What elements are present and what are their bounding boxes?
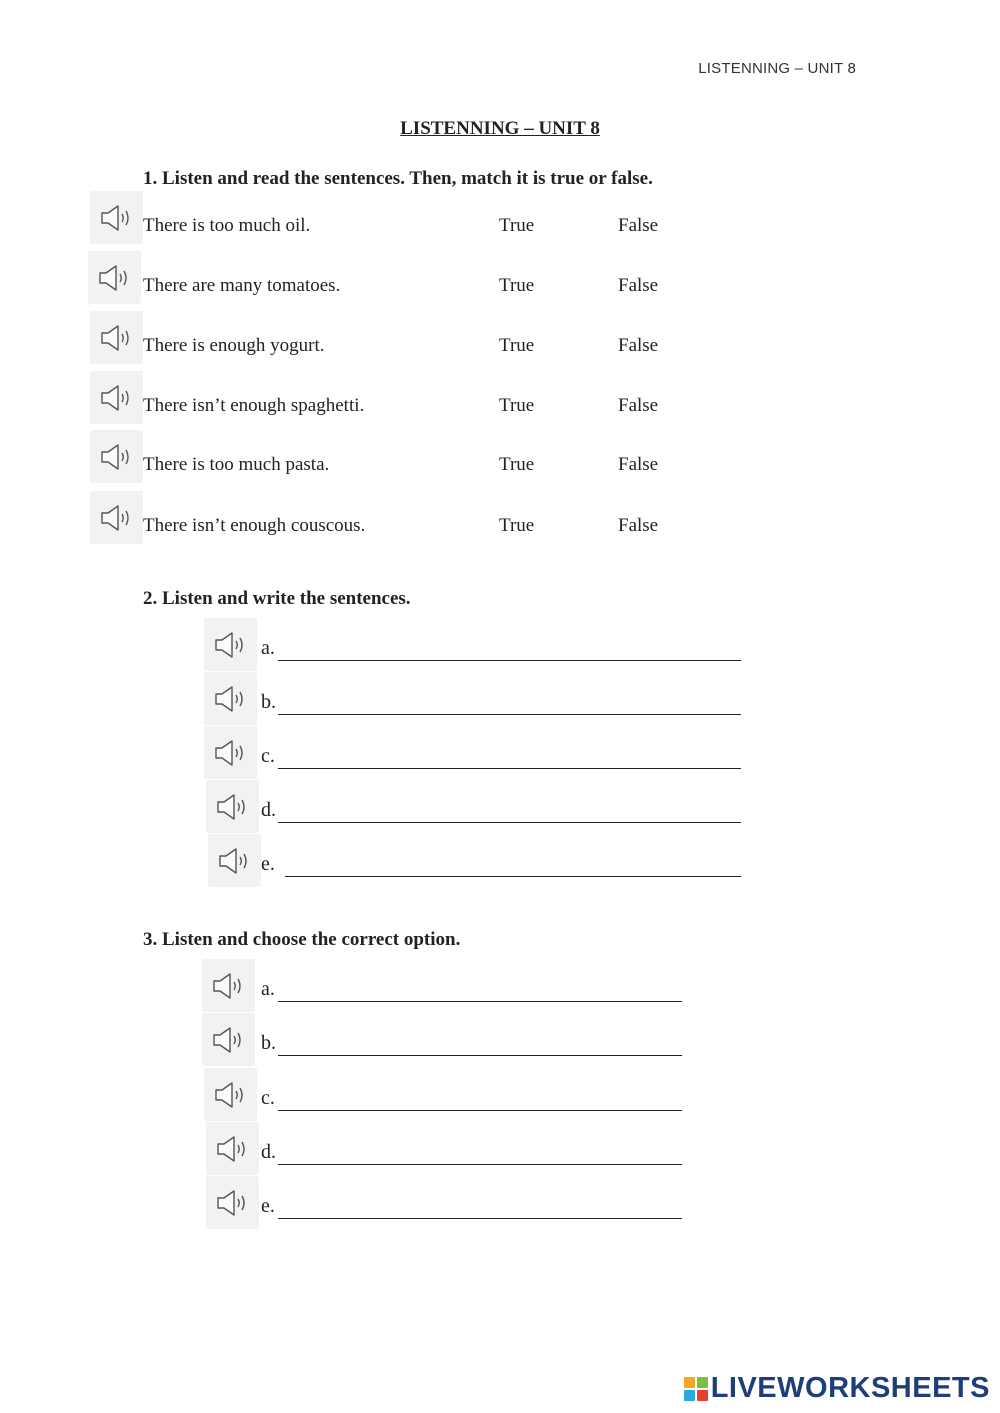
answer-input[interactable]: [278, 1084, 682, 1111]
tf-sentence: There isn’t enough couscous.: [143, 515, 366, 536]
tf-row: [143, 215, 743, 245]
answer-speaker-button[interactable]: [204, 672, 257, 725]
tf-speaker-button[interactable]: [90, 191, 143, 244]
answer-letter: d.: [261, 799, 276, 821]
answer-letter: b.: [261, 1032, 276, 1054]
answer-row: [261, 792, 737, 826]
tf-sentence: There is too much oil.: [143, 215, 311, 236]
logo-square-2: [697, 1377, 708, 1388]
true-option[interactable]: True: [499, 454, 535, 475]
tf-speaker-button[interactable]: [90, 371, 143, 424]
true-option[interactable]: True: [499, 335, 535, 356]
answer-row: [261, 630, 737, 664]
tf-speaker-button[interactable]: [90, 430, 143, 483]
answer-letter: c.: [261, 1087, 275, 1109]
answer-row: [261, 1025, 678, 1059]
answer-input[interactable]: [278, 1138, 682, 1165]
answer-row: [261, 1134, 678, 1168]
answer-speaker-button[interactable]: [204, 1068, 257, 1121]
header-note: LISTENNING – UNIT 8: [698, 60, 856, 77]
tf-speaker-button[interactable]: [90, 491, 143, 544]
answer-input[interactable]: [278, 796, 741, 823]
tf-speaker-button[interactable]: [88, 251, 141, 304]
answer-row: [261, 1188, 678, 1222]
false-option[interactable]: False: [618, 335, 659, 356]
tf-row: [143, 395, 743, 425]
answer-speaker-button[interactable]: [202, 959, 255, 1012]
section-2-heading: 2. Listen and write the sentences.: [143, 588, 411, 609]
true-option[interactable]: True: [499, 275, 535, 296]
answer-input[interactable]: [278, 1192, 682, 1219]
answer-row: [261, 971, 678, 1005]
answer-input[interactable]: [278, 742, 741, 769]
answer-row: [261, 846, 737, 880]
speaker-icon: [97, 263, 133, 293]
speaker-icon: [213, 630, 249, 660]
tf-speaker-button[interactable]: [90, 311, 143, 364]
liveworksheets-logo-icon: [684, 1377, 708, 1401]
answer-speaker-button[interactable]: [204, 726, 257, 779]
answer-letter: d.: [261, 1141, 276, 1163]
tf-row: [143, 515, 743, 545]
true-option[interactable]: True: [499, 395, 535, 416]
answer-row: [261, 1080, 678, 1114]
speaker-icon: [99, 323, 135, 353]
speaker-icon: [215, 1134, 251, 1164]
speaker-icon: [99, 503, 135, 533]
answer-input[interactable]: [278, 1029, 682, 1056]
page-title: LISTENNING – UNIT 8: [400, 118, 600, 139]
answer-row: [261, 738, 737, 772]
answer-row: [261, 684, 737, 718]
speaker-icon: [99, 442, 135, 472]
answer-letter: e.: [261, 1195, 275, 1217]
tf-row: [143, 454, 743, 484]
liveworksheets-logo: [684, 1372, 990, 1405]
answer-speaker-button[interactable]: [208, 834, 261, 887]
answer-input[interactable]: [278, 975, 682, 1002]
tf-row: [143, 275, 743, 305]
speaker-icon: [217, 846, 253, 876]
false-option[interactable]: False: [618, 515, 659, 536]
tf-sentence: There are many tomatoes.: [143, 275, 341, 296]
tf-row: [143, 335, 743, 365]
speaker-icon: [99, 203, 135, 233]
false-option[interactable]: False: [618, 395, 659, 416]
tf-sentence: There isn’t enough spaghetti.: [143, 395, 365, 416]
speaker-icon: [213, 738, 249, 768]
speaker-icon: [213, 1080, 249, 1110]
speaker-icon: [211, 971, 247, 1001]
tf-sentence: There is enough yogurt.: [143, 335, 325, 356]
answer-speaker-button[interactable]: [206, 1122, 259, 1175]
answer-letter: c.: [261, 745, 275, 767]
logo-square-1: [684, 1377, 695, 1388]
section-3-heading: 3. Listen and choose the correct option.: [143, 929, 461, 950]
answer-input[interactable]: [285, 850, 741, 877]
answer-input[interactable]: [278, 688, 741, 715]
speaker-icon: [211, 1025, 247, 1055]
false-option[interactable]: False: [618, 275, 659, 296]
section-1-heading: 1. Listen and read the sentences. Then, match it is true or false.: [143, 168, 653, 189]
answer-speaker-button[interactable]: [206, 780, 259, 833]
answer-speaker-button[interactable]: [204, 618, 257, 671]
tf-sentence: There is too much pasta.: [143, 454, 330, 475]
answer-speaker-button[interactable]: [202, 1013, 255, 1066]
speaker-icon: [215, 792, 251, 822]
answer-speaker-button[interactable]: [206, 1176, 259, 1229]
false-option[interactable]: False: [618, 454, 659, 475]
answer-letter: b.: [261, 691, 276, 713]
logo-square-3: [684, 1390, 695, 1401]
answer-letter: a.: [261, 637, 275, 659]
true-option[interactable]: True: [499, 215, 535, 236]
false-option[interactable]: False: [618, 215, 659, 236]
answer-letter: e.: [261, 853, 275, 875]
answer-letter: a.: [261, 978, 275, 1000]
logo-text: LIVEWORKSHEETS: [710, 1372, 990, 1404]
speaker-icon: [213, 684, 249, 714]
speaker-icon: [99, 383, 135, 413]
logo-square-4: [697, 1390, 708, 1401]
true-option[interactable]: True: [499, 515, 535, 536]
answer-input[interactable]: [278, 634, 741, 661]
speaker-icon: [215, 1188, 251, 1218]
